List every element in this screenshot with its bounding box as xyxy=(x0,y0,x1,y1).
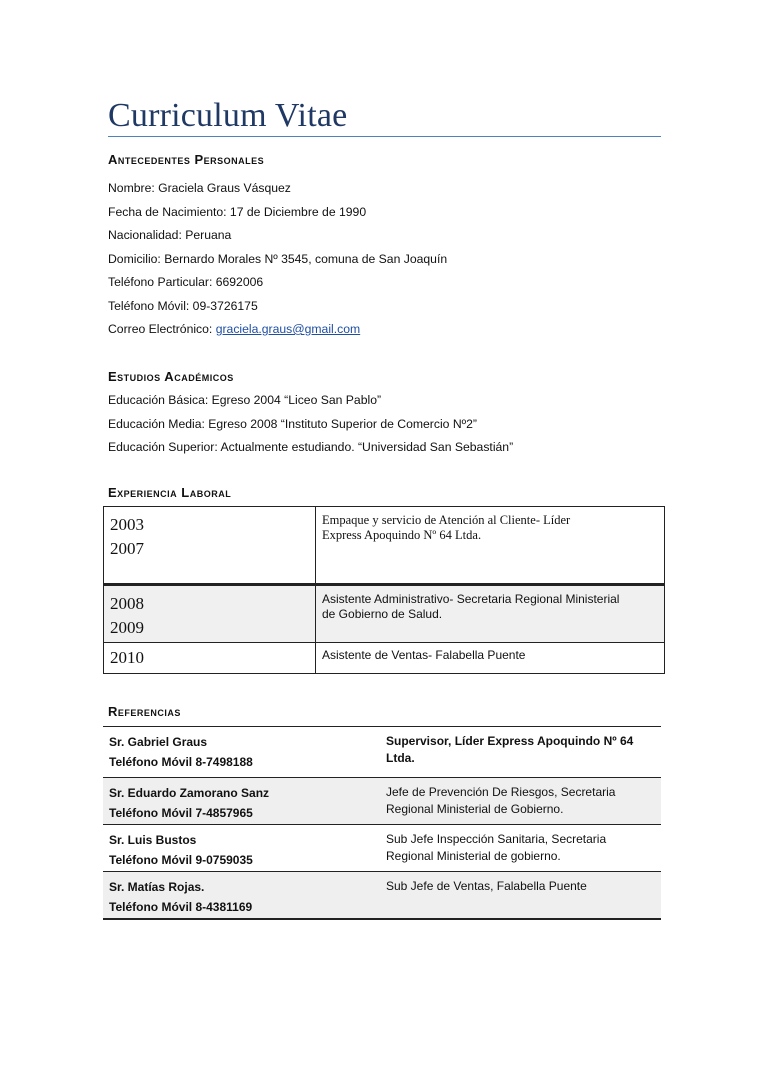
reference-role xyxy=(380,872,661,920)
role-line: Regional Ministerial de Gobierno. xyxy=(386,802,564,816)
section-heading-references: Referencias xyxy=(108,704,181,719)
reference-name: Sr. Matías Rojas. xyxy=(109,880,205,894)
reference-role xyxy=(380,727,661,778)
references-table xyxy=(103,726,661,920)
table-row xyxy=(104,643,665,674)
description-line: Asistente Administrativo- Secretaria Regional Ministerial xyxy=(322,592,620,606)
year-end: 2007 xyxy=(110,539,144,558)
personal-mobile: Teléfono Móvil: 09-3726175 xyxy=(108,299,258,313)
email-label: Correo Electrónico: xyxy=(108,322,216,336)
year-end: 2009 xyxy=(110,618,144,637)
reference-phone: Teléfono Móvil 9-0759035 xyxy=(109,853,253,867)
table-row xyxy=(103,872,661,920)
reference-name: Sr. Gabriel Graus xyxy=(109,735,208,749)
role-line: Sub Jefe de Ventas, Falabella Puente xyxy=(386,879,587,893)
experience-description xyxy=(316,585,665,643)
reference-name: Sr. Luis Bustos xyxy=(109,833,197,847)
email-link[interactable]: graciela.graus@gmail.com xyxy=(215,322,361,336)
year-start: 2003 xyxy=(110,515,144,534)
year-start: 2008 xyxy=(110,594,144,613)
year-start: 2010 xyxy=(110,648,144,667)
reference-role xyxy=(380,825,661,872)
description-line: Express Apoquindo Nº 64 Ltda. xyxy=(322,528,482,542)
role-line: Supervisor, Líder Express Apoquindo Nº 64 xyxy=(386,734,634,748)
description-line: de Gobierno de Salud. xyxy=(322,607,443,621)
experience-table xyxy=(103,506,665,674)
section-heading-studies: Estudios Académicos xyxy=(108,369,234,384)
reference-role xyxy=(380,778,661,825)
personal-email-row xyxy=(108,321,360,337)
reference-contact xyxy=(103,727,378,778)
title-divider xyxy=(108,136,661,137)
experience-years xyxy=(104,507,316,585)
reference-contact xyxy=(103,778,378,825)
study-media: Educación Media: Egreso 2008 “Instituto Superior de Comercio Nº2” xyxy=(108,417,477,431)
role-line: Sub Jefe Inspección Sanitaria, Secretaria xyxy=(386,832,607,846)
description-line: Empaque y servicio de Atención al Cliente- Líder xyxy=(322,513,571,527)
role-line: Jefe de Prevención De Riesgos, Secretaria xyxy=(386,785,616,799)
study-superior: Educación Superior: Actualmente estudiando. “Universidad San Sebastián” xyxy=(108,440,514,454)
table-row xyxy=(104,585,665,643)
reference-contact xyxy=(103,825,378,872)
description-line: Asistente de Ventas- Falabella Puente xyxy=(322,648,526,662)
role-line: Ltda. xyxy=(386,751,415,765)
study-basic: Educación Básica: Egreso 2004 “Liceo San Pablo” xyxy=(108,393,382,407)
experience-description xyxy=(316,643,665,674)
reference-phone: Teléfono Móvil 8-4381169 xyxy=(109,900,253,914)
page-title: Curriculum Vitae xyxy=(108,97,348,134)
section-heading-personal: Antecedentes Personales xyxy=(108,152,265,167)
experience-years xyxy=(104,585,316,643)
reference-name: Sr. Eduardo Zamorano Sanz xyxy=(109,786,270,800)
table-row xyxy=(103,778,661,825)
table-row xyxy=(104,507,665,585)
personal-birth: Fecha de Nacimiento: 17 de Diciembre de 1990 xyxy=(108,205,367,219)
table-row xyxy=(103,825,661,872)
personal-name: Nombre: Graciela Graus Vásquez xyxy=(108,181,291,195)
personal-address: Domicilio: Bernardo Morales Nº 3545, comuna de San Joaquín xyxy=(108,252,448,266)
reference-phone: Teléfono Móvil 8-7498188 xyxy=(109,755,253,769)
table-row xyxy=(103,727,661,778)
personal-phone: Teléfono Particular: 6692006 xyxy=(108,275,264,289)
personal-nationality: Nacionalidad: Peruana xyxy=(108,228,232,242)
reference-phone: Teléfono Móvil 7-4857965 xyxy=(109,806,253,820)
section-heading-experience: Experiencia Laboral xyxy=(108,485,232,500)
experience-years xyxy=(104,643,316,674)
experience-description xyxy=(316,507,665,585)
role-line: Regional Ministerial de gobierno. xyxy=(386,849,561,863)
reference-contact xyxy=(103,872,378,920)
